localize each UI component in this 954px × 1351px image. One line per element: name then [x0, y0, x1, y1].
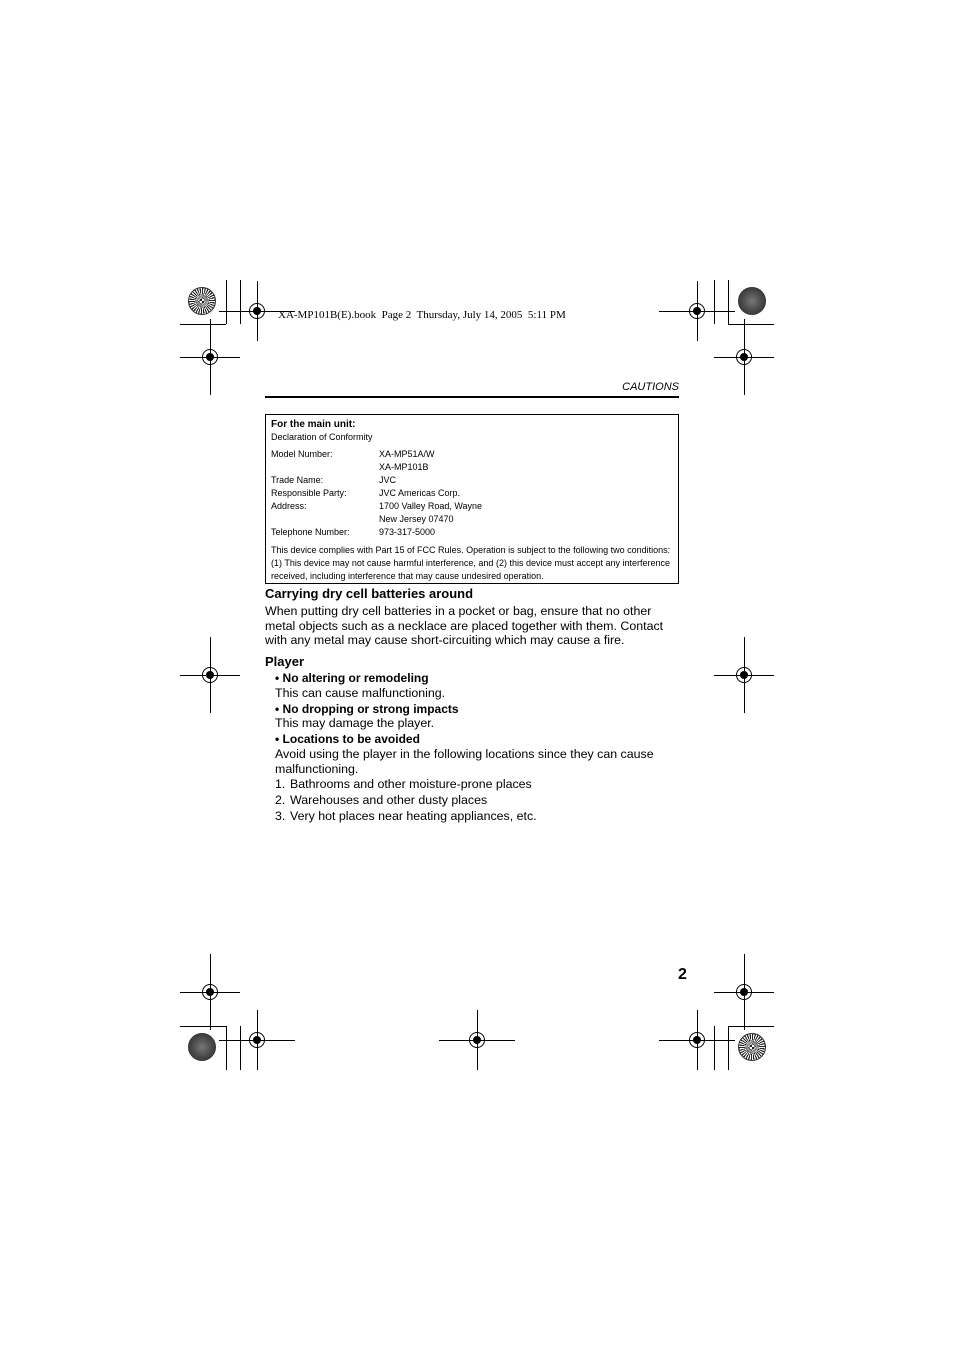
crosshair-dot — [740, 988, 748, 996]
batteries-heading: Carrying dry cell batteries around — [265, 586, 474, 601]
fcc-value: 1700 Valley Road, Wayne — [379, 501, 483, 511]
list-number: 1. — [275, 777, 286, 791]
no-altering-text: This can cause malfunctioning. — [275, 686, 446, 700]
registration-starburst — [188, 1033, 216, 1061]
bullet-label: No dropping or strong impacts — [282, 702, 459, 716]
crosshair-dot — [693, 307, 701, 315]
list-item — [275, 809, 537, 823]
crop-line — [226, 1026, 227, 1070]
crop-line — [240, 1026, 241, 1070]
bullet-no-dropping: • No dropping or strong impacts — [275, 702, 459, 716]
print-header: XA-MP101B(E).book Page 2 Thursday, July 14, 2005 5:11 PM — [278, 309, 566, 321]
bullet-label: No altering or remodeling — [282, 671, 429, 685]
crop-line — [728, 1026, 729, 1070]
fcc-row-telephone — [271, 526, 673, 539]
fcc-subtitle: Declaration of Conformity — [271, 432, 373, 442]
crosshair-dot — [206, 671, 214, 679]
list-item — [275, 793, 487, 807]
crop-line — [714, 280, 715, 324]
crop-line — [240, 280, 241, 324]
fcc-value: XA-MP51A/W — [379, 449, 435, 459]
crosshair-dot — [253, 1036, 261, 1044]
fcc-key: Trade Name: — [271, 475, 324, 485]
fcc-key: Telephone Number: — [271, 527, 350, 537]
registration-starburst — [738, 287, 766, 315]
locations-text: Avoid using the player in the following locations since they can cause malfunctioning. — [275, 747, 654, 776]
crop-line — [728, 1026, 774, 1027]
fcc-title: For the main unit: — [271, 419, 356, 430]
section-label: CAUTIONS — [622, 381, 679, 393]
crosshair-dot — [206, 353, 214, 361]
fcc-value: New Jersey 07470 — [379, 514, 454, 524]
crop-line — [180, 1026, 226, 1027]
fcc-row-responsible-party — [271, 487, 673, 500]
bullet-label: Locations to be avoided — [282, 732, 420, 746]
registration-starburst — [188, 287, 216, 315]
fcc-value: JVC — [379, 475, 397, 485]
list-number: 3. — [275, 809, 286, 823]
crosshair-dot — [740, 353, 748, 361]
crop-line — [180, 324, 226, 325]
fcc-row-address — [271, 500, 673, 526]
fcc-row-model — [271, 448, 673, 474]
batteries-text: When putting dry cell batteries in a pocket or bag, ensure that no other metal objects such as a necklace are placed together with them. Contact with any metal may cause short-circuiting which may cause a fire. — [265, 604, 664, 647]
list-number: 2. — [275, 793, 286, 807]
fcc-value: 973-317-5000 — [379, 527, 436, 537]
fcc-value: XA-MP101B — [379, 462, 429, 472]
list-text: Bathrooms and other moisture-prone places — [290, 777, 532, 791]
player-heading: Player — [265, 654, 305, 669]
fcc-compliance-text: This device complies with Part 15 of FCC Rules. Operation is subject to the following two conditions: (1) This device may not cause harmful interference, and (2) this device must accept any interference received, including interference that may cause undesired operation. — [271, 545, 671, 581]
crosshair-dot — [253, 307, 261, 315]
list-text: Warehouses and other dusty places — [290, 793, 488, 807]
fcc-key: Address: — [271, 501, 307, 511]
registration-starburst — [738, 1033, 766, 1061]
fcc-value: JVC Americas Corp. — [379, 488, 461, 498]
crop-line — [714, 1026, 715, 1070]
fcc-key: Model Number: — [271, 449, 333, 459]
fcc-declaration-box — [265, 414, 679, 584]
bullet-no-altering: • No altering or remodeling — [275, 671, 429, 685]
fcc-key: Responsible Party: — [271, 488, 347, 498]
page-number: 2 — [678, 966, 687, 983]
bullet-locations: • Locations to be avoided — [275, 732, 420, 746]
crosshair-dot — [693, 1036, 701, 1044]
header-rule — [265, 396, 679, 398]
list-text: Very hot places near heating appliances, etc. — [290, 809, 537, 823]
crop-line — [728, 324, 774, 325]
crosshair-dot — [206, 988, 214, 996]
list-item — [275, 777, 532, 791]
no-dropping-text: This may damage the player. — [275, 716, 435, 730]
crosshair-dot — [473, 1036, 481, 1044]
crop-line — [226, 280, 227, 324]
crosshair-dot — [740, 671, 748, 679]
fcc-row-trade-name — [271, 474, 673, 487]
crop-line — [728, 280, 729, 324]
